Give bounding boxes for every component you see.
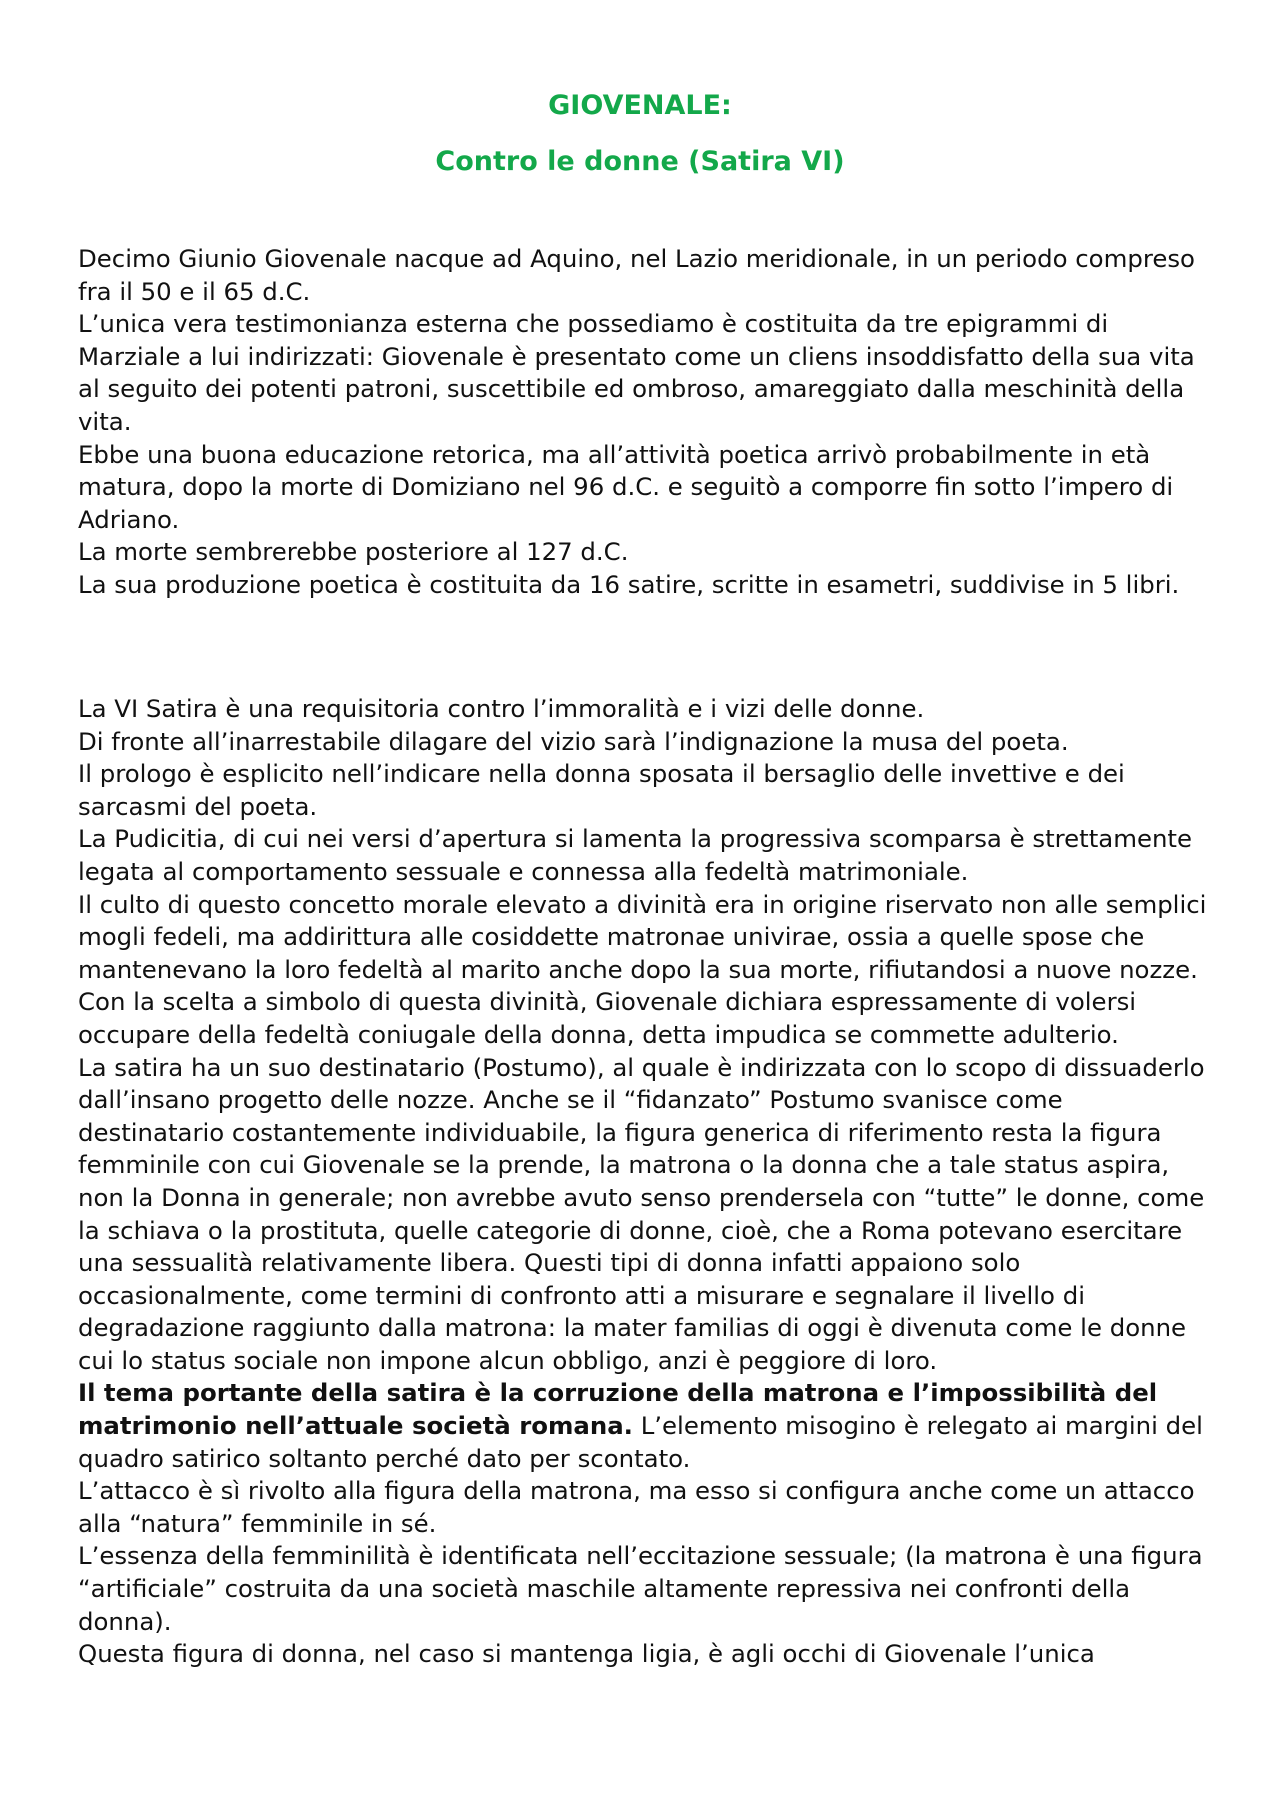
paragraph: La satira ha un suo destinatario (Postumo), al quale è indirizzata con lo scopo di dissuaderlo dall’insano progetto delle nozze. Anche se il “fidanzato” Postumo svanisce come destinatario costantemente individuabile, la figura generica di riferimento resta la figura femminile con cui Giovenale se la prende, la matrona o la donna che a tale status aspira, non la Donna in generale; non avrebbe avuto senso prendersela con “tutte” le donne, come la schiava o la prostituta, quelle categorie di donne, cioè, che a Roma potevano esercitare una sessualità relativamente libera. Questi tipi di donna infatti appaiono solo occasionalmente, come termini di confronto atti a misurare e segnalare il livello di degradazione raggiunto dalla matrona: la mater familias di oggi è divenuta come le donne cui lo status sociale non impone alcun obbligo, anzi è peggiore di loro. [78,1052,1205,1375]
paragraph: La VI Satira è una requisitoria contro l’immoralità e i vizi delle donne. [78,694,925,723]
paragraph: Con la scelta a simbolo di questa divinità, Giovenale dichiara espressamente di volersi occupare della fedeltà coniugale della donna, detta impudica se commette adulterio. [78,987,1137,1049]
title-block [0,78,1280,190]
bold-paragraph [78,1377,1208,1475]
page-title: GIOVENALE: [548,90,732,121]
paragraph: Il prologo è esplicito nell’indicare nella donna sposata il bersaglio delle invettive e dei sarcasmi del poeta. [78,759,1125,821]
paragraph: La Pudicitia, di cui nei versi d’apertura si lamenta la progressiva scomparsa è strettamente legata al comportamento sessuale e connessa alla fedeltà matrimoniale. [78,824,1193,886]
paragraph: Ebbe una buona educazione retorica, ma all’attività poetica arrivò probabilmente in età matura, dopo la morte di Domiziano nel 96 d.C. e seguitò a comporre fin sotto l’impero di Adriano. [78,439,1174,534]
page-subtitle: Contro le donne (Satira VI) [435,146,845,177]
paragraph: Questa figura di donna, nel caso si mantenga ligia, è agli occhi di Giovenale l’unica [78,1639,1095,1669]
satira-section [78,693,1208,1671]
bold-thesis: Il tema portante della satira è la corruzione della matrona e l’impossibilità del matrimonio nell’attuale società romana. [78,1378,1158,1441]
paragraph: La sua produzione poetica è costituita da 16 satire, scritte in esametri, suddivise in 5 libri. [78,569,1180,599]
paragraph: Di fronte all’inarrestabile dilagare del vizio sarà l’indignazione la musa del poeta. [78,726,1069,756]
paragraph: L’essenza della femminilità è identificata nell’eccitazione sessuale; (la matrona è una figura “artificiale” costruita da una società maschile altamente repressiva nei confronti della donna). [78,1541,1203,1636]
paragraph: Il culto di questo concetto morale elevato a divinità era in origine riservato non alle semplici mogli fedeli, ma addirittura alle cosiddette matronae univirae, ossia a quelle spose che mantenevano la loro fedeltà al marito anche dopo la sua morte, rifiutandosi a nuove nozze. [78,889,1207,984]
paragraph: La morte sembrerebbe posteriore al 127 d.C. [78,537,629,567]
paragraph: L’attacco è sì rivolto alla figura della matrona, ma esso si configura anche come un attacco alla “natura” femminile in sé. [78,1476,1195,1538]
thesis-continuation: L’elemento misogino è relegato ai margini del quadro satirico soltanto perché dato per scontato. [78,1411,1203,1473]
paragraph: L’unica vera testimonianza esterna che possediamo è costituita da tre epigrammi di Marziale a lui indirizzati: Giovenale è presentato come un cliens insoddisfatto della sua vita al seguito dei potenti patroni, suscettibile ed ombroso, amareggiato dalla meschinità della vita. [78,309,1195,436]
biography-section [78,243,1208,602]
paragraph: Decimo Giunio Giovenale nacque ad Aquino, nel Lazio meridionale, in un periodo compreso fra il 50 e il 65 d.C. [78,244,1195,306]
